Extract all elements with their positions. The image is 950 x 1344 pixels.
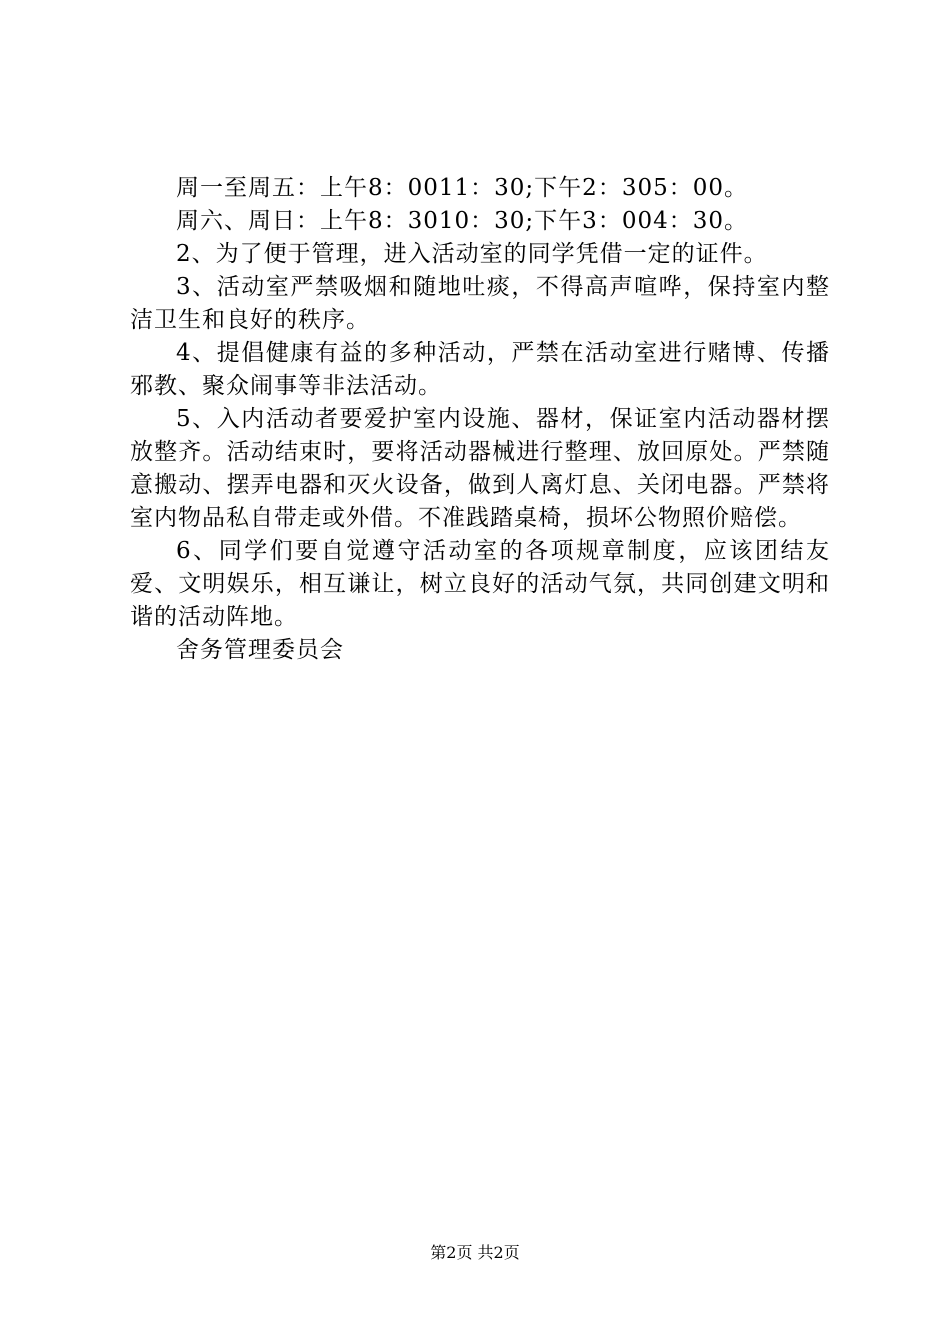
rule-3: 3、活动室严禁吸烟和随地吐痰，不得高声喧哗，保持室内整洁卫生和良好的秩序。 xyxy=(130,274,830,333)
schedule-weekend: 周六、周日：上午8：3010：30;下午3：004：30。 xyxy=(176,208,748,234)
rule-5: 5、入内活动者要爱护室内设施、器材，保证室内活动器材摆放整齐。活动结束时，要将活动器械进行整理、放回原处。严禁随意搬动、摆弄电器和灭火设备，做到人离灯息、关闭电器。严禁将室内物品私自带走或外借。不准践踏桌椅，损坏公物照价赔偿。 xyxy=(130,406,830,531)
rule-4: 4、提倡健康有益的多种活动，严禁在活动室进行赌博、传播邪教、聚众闹事等非法活动。 xyxy=(130,340,830,399)
page-number-footer: 第2页 共2页 xyxy=(430,1243,520,1262)
rule-6: 6、同学们要自觉遵守活动室的各项规章制度，应该团结友爱、文明娱乐，相互谦让，树立良好的活动气氛，共同创建文明和谐的活动阵地。 xyxy=(130,538,830,630)
document-body xyxy=(130,172,830,667)
rule-2: 2、为了便于管理，进入活动室的同学凭借一定的证件。 xyxy=(176,241,768,267)
signature-committee: 舍务管理委员会 xyxy=(176,637,344,663)
schedule-weekdays: 周一至周五：上午8：0011：30;下午2：305：00。 xyxy=(176,175,748,201)
